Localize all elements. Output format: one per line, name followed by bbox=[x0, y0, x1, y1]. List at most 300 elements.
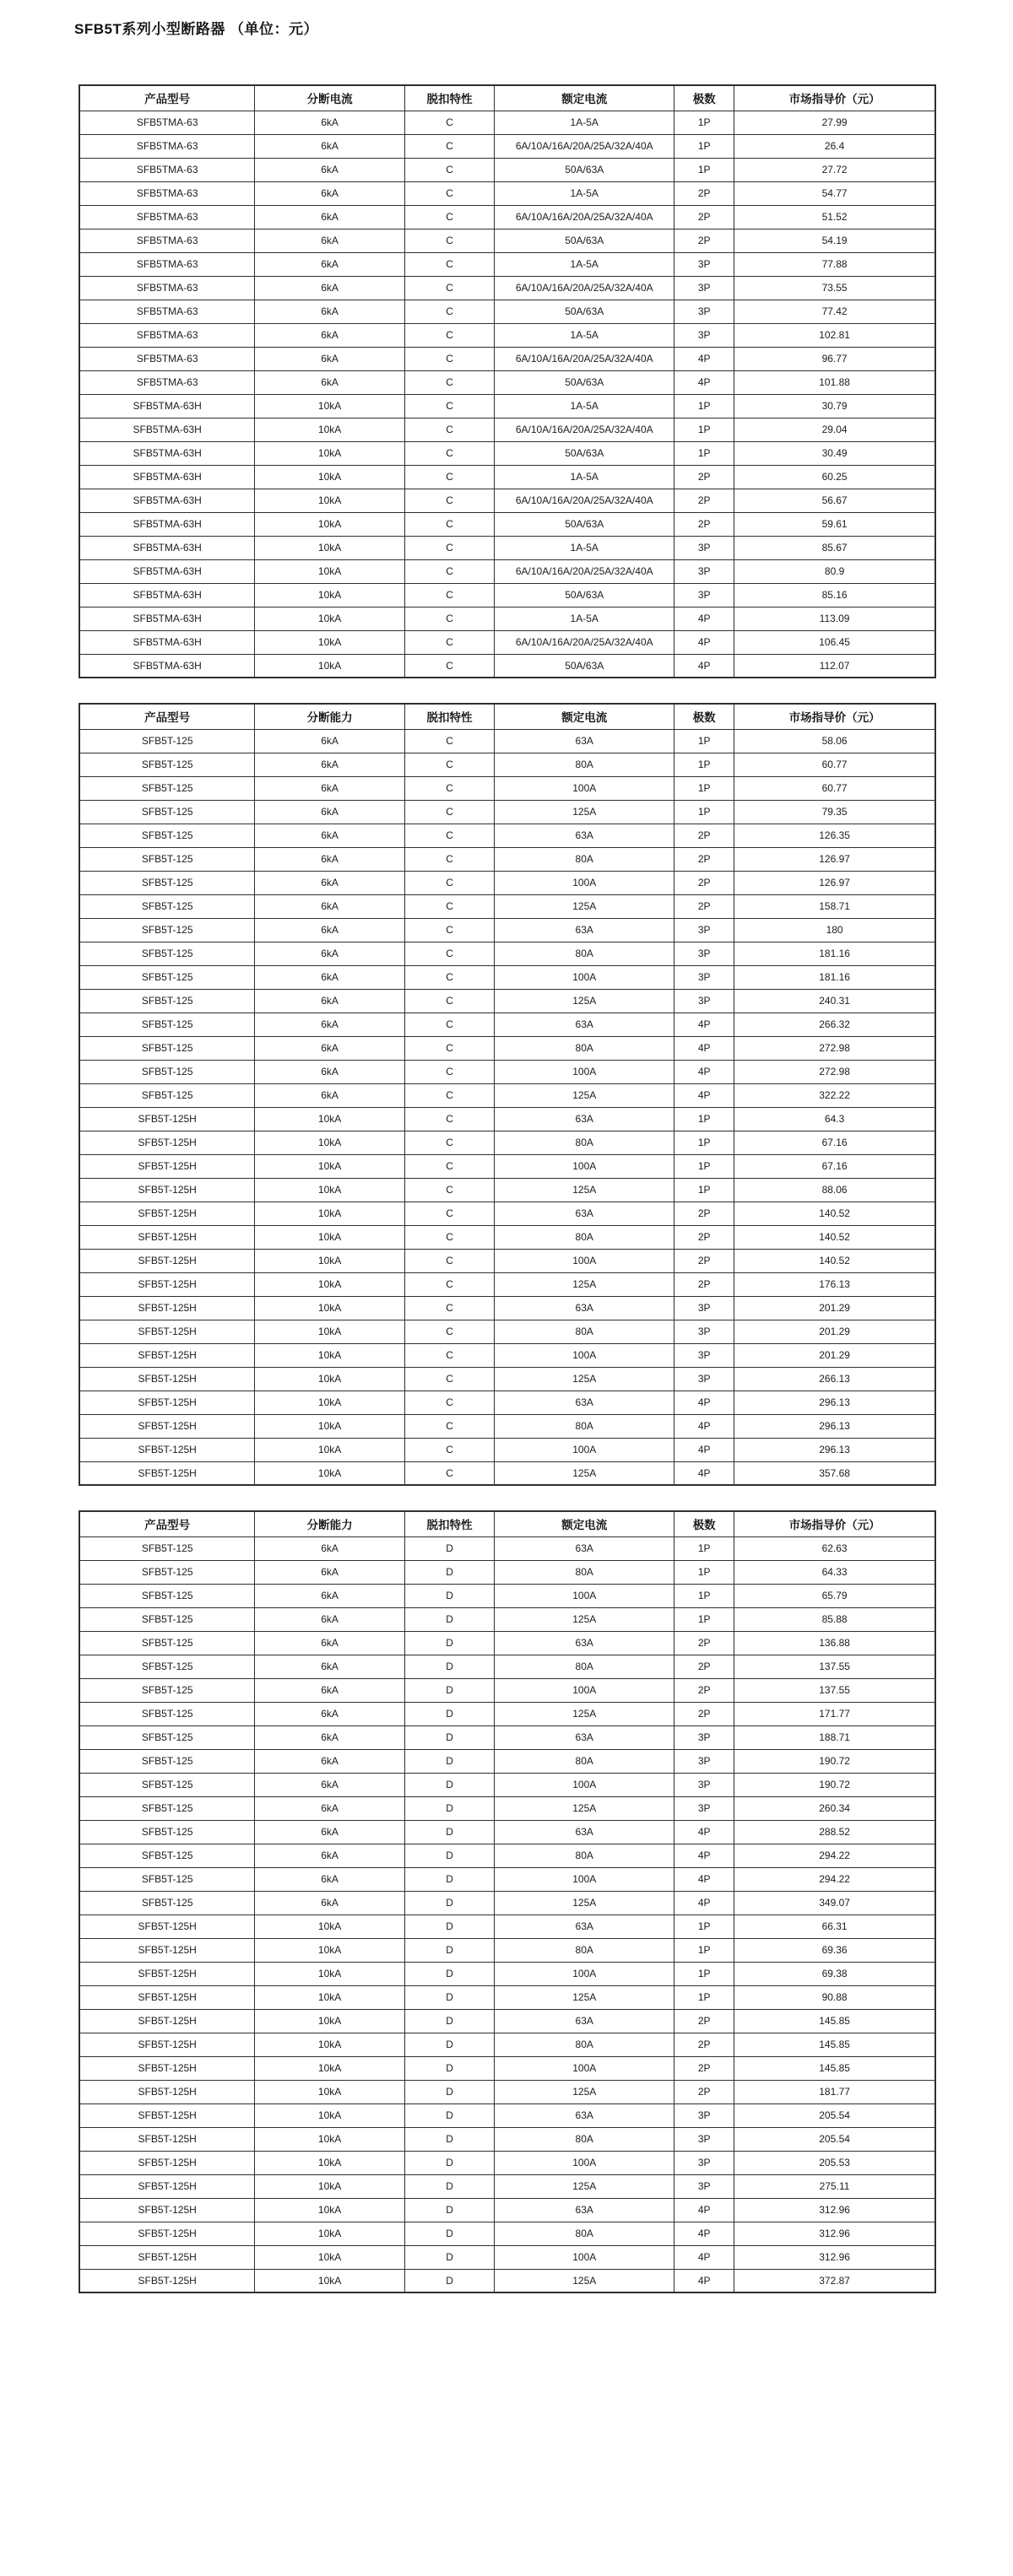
cell: 67.16 bbox=[734, 1131, 935, 1154]
cell: C bbox=[404, 1438, 494, 1461]
cell: SFB5T-125 bbox=[79, 1607, 255, 1631]
column-header: 脱扣特性 bbox=[404, 704, 494, 729]
cell: 1A-5A bbox=[495, 394, 674, 418]
cell: 6A/10A/16A/20A/25A/32A/40A bbox=[495, 489, 674, 512]
price-table-2 bbox=[79, 703, 936, 1486]
cell: 85.88 bbox=[734, 1607, 935, 1631]
table-row bbox=[79, 1678, 935, 1702]
cell: 10kA bbox=[255, 465, 404, 489]
cell: 100A bbox=[495, 776, 674, 800]
cell: 312.96 bbox=[734, 2245, 935, 2269]
table-row bbox=[79, 894, 935, 918]
cell: 6A/10A/16A/20A/25A/32A/40A bbox=[495, 559, 674, 583]
cell: 80A bbox=[495, 2127, 674, 2151]
table-row bbox=[79, 729, 935, 753]
cell: 60.25 bbox=[734, 465, 935, 489]
cell: 77.42 bbox=[734, 300, 935, 323]
table-row bbox=[79, 370, 935, 394]
cell: 1P bbox=[674, 729, 734, 753]
cell: SFB5TMA-63H bbox=[79, 559, 255, 583]
cell: SFB5T-125 bbox=[79, 1749, 255, 1773]
cell: SFB5T-125H bbox=[79, 2222, 255, 2245]
cell: D bbox=[404, 1773, 494, 1796]
cell: 10kA bbox=[255, 2174, 404, 2198]
cell: C bbox=[404, 441, 494, 465]
cell: 1P bbox=[674, 111, 734, 134]
cell: 2P bbox=[674, 871, 734, 894]
cell: D bbox=[404, 2009, 494, 2033]
cell: 296.13 bbox=[734, 1438, 935, 1461]
cell: SFB5T-125 bbox=[79, 965, 255, 989]
cell: 6kA bbox=[255, 800, 404, 824]
table-row bbox=[79, 2151, 935, 2174]
cell: 64.3 bbox=[734, 1107, 935, 1131]
cell: 140.52 bbox=[734, 1249, 935, 1272]
cell: 6kA bbox=[255, 1584, 404, 1607]
table-row bbox=[79, 583, 935, 607]
cell: 140.52 bbox=[734, 1202, 935, 1225]
cell: SFB5T-125 bbox=[79, 1773, 255, 1796]
cell: 80A bbox=[495, 2033, 674, 2056]
cell: 3P bbox=[674, 1296, 734, 1320]
table-row bbox=[79, 2056, 935, 2080]
cell: 6kA bbox=[255, 1607, 404, 1631]
cell: 100A bbox=[495, 1249, 674, 1272]
cell: 6A/10A/16A/20A/25A/32A/40A bbox=[495, 418, 674, 441]
cell: D bbox=[404, 1560, 494, 1584]
cell: SFB5T-125 bbox=[79, 1013, 255, 1036]
cell: SFB5TMA-63H bbox=[79, 536, 255, 559]
cell: 4P bbox=[674, 654, 734, 678]
cell: C bbox=[404, 489, 494, 512]
cell: SFB5T-125H bbox=[79, 2080, 255, 2103]
cell: D bbox=[404, 1867, 494, 1891]
cell: 10kA bbox=[255, 559, 404, 583]
cell: C bbox=[404, 729, 494, 753]
cell: C bbox=[404, 252, 494, 276]
table-row bbox=[79, 1343, 935, 1367]
cell: 80A bbox=[495, 847, 674, 871]
column-header: 分断电流 bbox=[255, 85, 404, 111]
cell: SFB5TMA-63H bbox=[79, 630, 255, 654]
cell: C bbox=[404, 1202, 494, 1225]
cell: 1A-5A bbox=[495, 111, 674, 134]
cell: 3P bbox=[674, 942, 734, 965]
cell: 272.98 bbox=[734, 1036, 935, 1060]
cell: 4P bbox=[674, 1867, 734, 1891]
cell: SFB5T-125 bbox=[79, 1536, 255, 1560]
table-row bbox=[79, 205, 935, 229]
cell: D bbox=[404, 2151, 494, 2174]
header-row bbox=[79, 704, 935, 729]
cell: D bbox=[404, 2056, 494, 2080]
table-row bbox=[79, 181, 935, 205]
table-row bbox=[79, 1367, 935, 1391]
cell: 4P bbox=[674, 347, 734, 370]
cell: 1P bbox=[674, 1962, 734, 1985]
cell: 96.77 bbox=[734, 347, 935, 370]
cell: 100A bbox=[495, 1962, 674, 1985]
cell: SFB5TMA-63 bbox=[79, 181, 255, 205]
cell: SFB5T-125 bbox=[79, 1560, 255, 1584]
cell: 6kA bbox=[255, 894, 404, 918]
cell: 10kA bbox=[255, 1202, 404, 1225]
table-row bbox=[79, 1536, 935, 1560]
cell: C bbox=[404, 559, 494, 583]
cell: 3P bbox=[674, 323, 734, 347]
cell: 69.38 bbox=[734, 1962, 935, 1985]
cell: 158.71 bbox=[734, 894, 935, 918]
cell: SFB5T-125 bbox=[79, 1796, 255, 1820]
cell: 6kA bbox=[255, 347, 404, 370]
column-header: 市场指导价（元） bbox=[734, 1511, 935, 1536]
cell: 3P bbox=[674, 1343, 734, 1367]
cell: 6kA bbox=[255, 824, 404, 847]
cell: 63A bbox=[495, 1391, 674, 1414]
cell: 100A bbox=[495, 2245, 674, 2269]
cell: 2P bbox=[674, 465, 734, 489]
table-row bbox=[79, 2009, 935, 2033]
cell: C bbox=[404, 1013, 494, 1036]
cell: 145.85 bbox=[734, 2056, 935, 2080]
cell: C bbox=[404, 1367, 494, 1391]
cell: 63A bbox=[495, 2198, 674, 2222]
cell: 322.22 bbox=[734, 1083, 935, 1107]
cell: SFB5T-125H bbox=[79, 1914, 255, 1938]
table-row bbox=[79, 1749, 935, 1773]
cell: 80A bbox=[495, 1320, 674, 1343]
table-row bbox=[79, 1820, 935, 1844]
table-row bbox=[79, 1296, 935, 1320]
cell: SFB5T-125 bbox=[79, 918, 255, 942]
cell: 125A bbox=[495, 1796, 674, 1820]
cell: 1A-5A bbox=[495, 607, 674, 630]
cell: SFB5T-125H bbox=[79, 1225, 255, 1249]
cell: 4P bbox=[674, 1461, 734, 1485]
cell: 10kA bbox=[255, 630, 404, 654]
cell: SFB5T-125H bbox=[79, 2056, 255, 2080]
cell: D bbox=[404, 2198, 494, 2222]
cell: SFB5TMA-63 bbox=[79, 205, 255, 229]
cell: 4P bbox=[674, 2269, 734, 2292]
cell: SFB5T-125H bbox=[79, 1461, 255, 1485]
cell: 10kA bbox=[255, 1367, 404, 1391]
column-header: 分断能力 bbox=[255, 1511, 404, 1536]
cell: 10kA bbox=[255, 2198, 404, 2222]
cell: SFB5TMA-63 bbox=[79, 134, 255, 158]
cell: SFB5T-125 bbox=[79, 1083, 255, 1107]
cell: 80A bbox=[495, 2222, 674, 2245]
cell: 6kA bbox=[255, 276, 404, 300]
cell: 6kA bbox=[255, 158, 404, 181]
cell: 2P bbox=[674, 1249, 734, 1272]
cell: 63A bbox=[495, 1914, 674, 1938]
table-row bbox=[79, 1560, 935, 1584]
cell: C bbox=[404, 965, 494, 989]
cell: 2P bbox=[674, 512, 734, 536]
cell: 3P bbox=[674, 2174, 734, 2198]
cell: 59.61 bbox=[734, 512, 935, 536]
table-row bbox=[79, 847, 935, 871]
cell: C bbox=[404, 1225, 494, 1249]
cell: 181.16 bbox=[734, 942, 935, 965]
cell: 2P bbox=[674, 1655, 734, 1678]
cell: D bbox=[404, 1891, 494, 1914]
cell: SFB5T-125 bbox=[79, 1060, 255, 1083]
cell: 6kA bbox=[255, 1678, 404, 1702]
cell: 125A bbox=[495, 894, 674, 918]
cell: 50A/63A bbox=[495, 158, 674, 181]
cell: C bbox=[404, 583, 494, 607]
cell: C bbox=[404, 1343, 494, 1367]
cell: C bbox=[404, 158, 494, 181]
cell: C bbox=[404, 654, 494, 678]
cell: C bbox=[404, 323, 494, 347]
cell: 3P bbox=[674, 536, 734, 559]
cell: 67.16 bbox=[734, 1154, 935, 1178]
table-row bbox=[79, 824, 935, 847]
cell: 80A bbox=[495, 1844, 674, 1867]
cell: SFB5T-125H bbox=[79, 1391, 255, 1414]
cell: SFB5T-125H bbox=[79, 1414, 255, 1438]
table-row bbox=[79, 1013, 935, 1036]
table-row bbox=[79, 965, 935, 989]
cell: 4P bbox=[674, 370, 734, 394]
table-row bbox=[79, 1249, 935, 1272]
cell: 1P bbox=[674, 1938, 734, 1962]
cell: 1P bbox=[674, 418, 734, 441]
cell: 145.85 bbox=[734, 2009, 935, 2033]
cell: 10kA bbox=[255, 1154, 404, 1178]
header-row bbox=[79, 1511, 935, 1536]
table-row bbox=[79, 300, 935, 323]
cell: 2P bbox=[674, 847, 734, 871]
cell: 50A/63A bbox=[495, 370, 674, 394]
cell: 27.72 bbox=[734, 158, 935, 181]
cell: 63A bbox=[495, 1296, 674, 1320]
cell: 6kA bbox=[255, 1560, 404, 1584]
cell: SFB5T-125 bbox=[79, 1036, 255, 1060]
cell: 10kA bbox=[255, 2033, 404, 2056]
cell: 2P bbox=[674, 229, 734, 252]
cell: 2P bbox=[674, 2009, 734, 2033]
cell: 102.81 bbox=[734, 323, 935, 347]
table-row bbox=[79, 489, 935, 512]
cell: 1P bbox=[674, 1985, 734, 2009]
cell: C bbox=[404, 847, 494, 871]
cell: 125A bbox=[495, 1461, 674, 1485]
table-row bbox=[79, 1225, 935, 1249]
cell: SFB5T-125H bbox=[79, 1202, 255, 1225]
cell: C bbox=[404, 824, 494, 847]
table-row bbox=[79, 1178, 935, 1202]
cell: 100A bbox=[495, 2151, 674, 2174]
cell: 2P bbox=[674, 1702, 734, 1725]
cell: 4P bbox=[674, 630, 734, 654]
cell: 4P bbox=[674, 2222, 734, 2245]
cell: 2P bbox=[674, 489, 734, 512]
cell: SFB5T-125 bbox=[79, 942, 255, 965]
table-row bbox=[79, 559, 935, 583]
table-row bbox=[79, 512, 935, 536]
cell: 10kA bbox=[255, 2151, 404, 2174]
cell: C bbox=[404, 1414, 494, 1438]
cell: 66.31 bbox=[734, 1914, 935, 1938]
cell: C bbox=[404, 205, 494, 229]
cell: 10kA bbox=[255, 1962, 404, 1985]
table-row bbox=[79, 158, 935, 181]
table-row bbox=[79, 1414, 935, 1438]
column-header: 产品型号 bbox=[79, 1511, 255, 1536]
table-row bbox=[79, 1202, 935, 1225]
cell: 1P bbox=[674, 1560, 734, 1584]
cell: 63A bbox=[495, 2009, 674, 2033]
table-row bbox=[79, 2222, 935, 2245]
cell: C bbox=[404, 1249, 494, 1272]
cell: 6kA bbox=[255, 323, 404, 347]
cell: 125A bbox=[495, 1891, 674, 1914]
table-row bbox=[79, 134, 935, 158]
cell: D bbox=[404, 1844, 494, 1867]
header-row bbox=[79, 85, 935, 111]
cell: 6kA bbox=[255, 1749, 404, 1773]
cell: C bbox=[404, 300, 494, 323]
cell: 26.4 bbox=[734, 134, 935, 158]
table-row bbox=[79, 2174, 935, 2198]
cell: C bbox=[404, 1083, 494, 1107]
cell: SFB5T-125 bbox=[79, 800, 255, 824]
cell: SFB5TMA-63 bbox=[79, 252, 255, 276]
cell: 112.07 bbox=[734, 654, 935, 678]
cell: SFB5T-125 bbox=[79, 1891, 255, 1914]
cell: 6kA bbox=[255, 918, 404, 942]
table-row bbox=[79, 1867, 935, 1891]
cell: 80A bbox=[495, 1655, 674, 1678]
cell: 6kA bbox=[255, 1631, 404, 1655]
cell: 240.31 bbox=[734, 989, 935, 1013]
table-row bbox=[79, 276, 935, 300]
cell: SFB5T-125 bbox=[79, 824, 255, 847]
cell: 6kA bbox=[255, 1844, 404, 1867]
cell: 3P bbox=[674, 583, 734, 607]
cell: 85.16 bbox=[734, 583, 935, 607]
cell: 2P bbox=[674, 824, 734, 847]
cell: 181.16 bbox=[734, 965, 935, 989]
cell: 10kA bbox=[255, 394, 404, 418]
cell: 6kA bbox=[255, 370, 404, 394]
cell: 125A bbox=[495, 2269, 674, 2292]
cell: 188.71 bbox=[734, 1725, 935, 1749]
cell: 137.55 bbox=[734, 1678, 935, 1702]
table-row bbox=[79, 2127, 935, 2151]
cell: 65.79 bbox=[734, 1584, 935, 1607]
cell: C bbox=[404, 347, 494, 370]
column-header: 极数 bbox=[674, 1511, 734, 1536]
cell: C bbox=[404, 370, 494, 394]
cell: D bbox=[404, 1655, 494, 1678]
cell: 63A bbox=[495, 1013, 674, 1036]
cell: SFB5TMA-63 bbox=[79, 111, 255, 134]
cell: 4P bbox=[674, 1083, 734, 1107]
cell: SFB5T-125H bbox=[79, 2103, 255, 2127]
cell: 80A bbox=[495, 1036, 674, 1060]
cell: 294.22 bbox=[734, 1867, 935, 1891]
cell: D bbox=[404, 1607, 494, 1631]
cell: 2P bbox=[674, 1272, 734, 1296]
column-header: 额定电流 bbox=[495, 85, 674, 111]
cell: 2P bbox=[674, 2033, 734, 2056]
cell: 4P bbox=[674, 607, 734, 630]
cell: 136.88 bbox=[734, 1631, 935, 1655]
table-row bbox=[79, 2033, 935, 2056]
cell: 62.63 bbox=[734, 1536, 935, 1560]
cell: 3P bbox=[674, 2127, 734, 2151]
cell: 63A bbox=[495, 918, 674, 942]
cell: 3P bbox=[674, 1773, 734, 1796]
cell: D bbox=[404, 1820, 494, 1844]
cell: C bbox=[404, 776, 494, 800]
cell: C bbox=[404, 800, 494, 824]
cell: 54.19 bbox=[734, 229, 935, 252]
cell: 372.87 bbox=[734, 2269, 935, 2292]
cell: 1A-5A bbox=[495, 536, 674, 559]
table-row bbox=[79, 1962, 935, 1985]
cell: SFB5T-125H bbox=[79, 1320, 255, 1343]
cell: D bbox=[404, 1725, 494, 1749]
cell: 6kA bbox=[255, 1083, 404, 1107]
cell: SFB5T-125H bbox=[79, 2033, 255, 2056]
cell: 30.79 bbox=[734, 394, 935, 418]
cell: 6kA bbox=[255, 753, 404, 776]
table-row bbox=[79, 1584, 935, 1607]
cell: 1A-5A bbox=[495, 252, 674, 276]
page-title: SFB5T系列小型断路器 （单位：元） bbox=[74, 21, 319, 37]
cell: 100A bbox=[495, 1060, 674, 1083]
cell: 125A bbox=[495, 1083, 674, 1107]
cell: 80A bbox=[495, 753, 674, 776]
cell: 6kA bbox=[255, 1773, 404, 1796]
cell: 50A/63A bbox=[495, 229, 674, 252]
table-row bbox=[79, 871, 935, 894]
cell: 10kA bbox=[255, 2056, 404, 2080]
table-row bbox=[79, 1438, 935, 1461]
cell: D bbox=[404, 2103, 494, 2127]
cell: 80A bbox=[495, 1131, 674, 1154]
cell: SFB5TMA-63H bbox=[79, 489, 255, 512]
table-row bbox=[79, 347, 935, 370]
cell: C bbox=[404, 989, 494, 1013]
cell: SFB5T-125H bbox=[79, 1962, 255, 1985]
column-header: 极数 bbox=[674, 704, 734, 729]
column-header: 额定电流 bbox=[495, 1511, 674, 1536]
cell: 6kA bbox=[255, 989, 404, 1013]
cell: C bbox=[404, 229, 494, 252]
cell: SFB5T-125H bbox=[79, 2174, 255, 2198]
cell: D bbox=[404, 1702, 494, 1725]
cell: 201.29 bbox=[734, 1320, 935, 1343]
cell: SFB5T-125 bbox=[79, 729, 255, 753]
cell: 6kA bbox=[255, 1725, 404, 1749]
cell: SFB5T-125 bbox=[79, 1631, 255, 1655]
cell: SFB5T-125H bbox=[79, 1249, 255, 1272]
cell: 6A/10A/16A/20A/25A/32A/40A bbox=[495, 630, 674, 654]
cell: D bbox=[404, 1584, 494, 1607]
cell: 6kA bbox=[255, 134, 404, 158]
cell: 50A/63A bbox=[495, 512, 674, 536]
cell: 260.34 bbox=[734, 1796, 935, 1820]
cell: 3P bbox=[674, 2151, 734, 2174]
cell: 4P bbox=[674, 1438, 734, 1461]
